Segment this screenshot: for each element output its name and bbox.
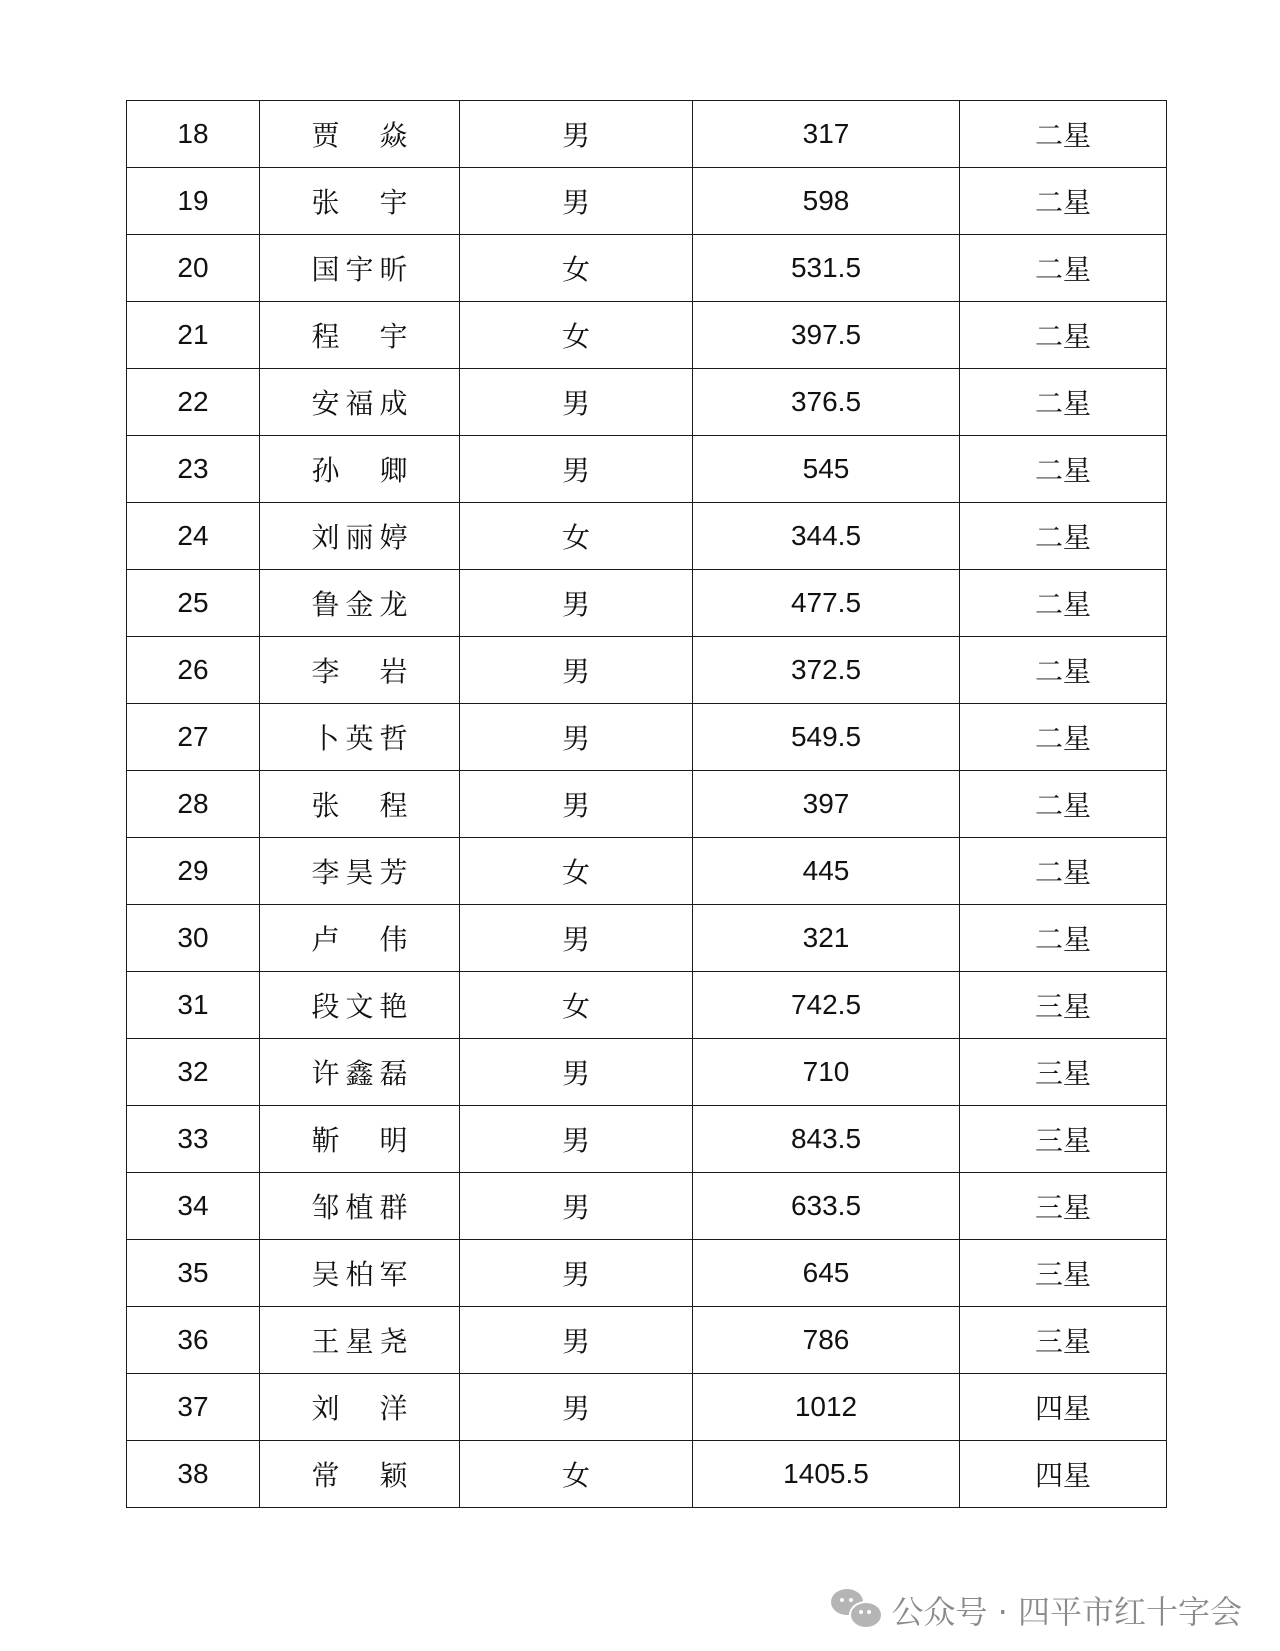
cell-number: 31	[127, 972, 260, 1039]
name-text: 贾焱	[311, 119, 408, 152]
cell-hours: 1405.5	[693, 1441, 960, 1508]
table-row	[127, 637, 1167, 704]
cell-name	[260, 235, 460, 302]
cell-gender: 女	[460, 235, 693, 302]
cell-gender: 女	[460, 503, 693, 570]
table-row	[127, 1173, 1167, 1240]
cell-gender: 男	[460, 637, 693, 704]
cell-number: 35	[127, 1240, 260, 1307]
table-row	[127, 1240, 1167, 1307]
cell-hours: 531.5	[693, 235, 960, 302]
cell-hours: 477.5	[693, 570, 960, 637]
name-text: 王星尧	[311, 1325, 408, 1358]
cell-name	[260, 771, 460, 838]
name-text: 张程	[311, 789, 408, 822]
table-row	[127, 1374, 1167, 1441]
cell-name	[260, 101, 460, 168]
cell-level: 二星	[960, 905, 1167, 972]
table-row	[127, 235, 1167, 302]
cell-name	[260, 972, 460, 1039]
cell-number: 22	[127, 369, 260, 436]
footer-text: 公众号 · 四平市红十字会	[891, 1593, 1242, 1631]
table-row	[127, 570, 1167, 637]
cell-level: 二星	[960, 503, 1167, 570]
cell-gender: 男	[460, 1173, 693, 1240]
cell-level: 三星	[960, 1307, 1167, 1374]
name-text: 张宇	[311, 186, 408, 219]
cell-hours: 317	[693, 101, 960, 168]
cell-number: 25	[127, 570, 260, 637]
cell-name	[260, 302, 460, 369]
cell-number: 20	[127, 235, 260, 302]
cell-name	[260, 1441, 460, 1508]
table-row	[127, 905, 1167, 972]
cell-hours: 598	[693, 168, 960, 235]
table-row	[127, 503, 1167, 570]
cell-hours: 843.5	[693, 1106, 960, 1173]
cell-hours: 633.5	[693, 1173, 960, 1240]
cell-number: 38	[127, 1441, 260, 1508]
cell-hours: 549.5	[693, 704, 960, 771]
cell-level: 二星	[960, 369, 1167, 436]
cell-hours: 344.5	[693, 503, 960, 570]
table-row	[127, 704, 1167, 771]
table-row	[127, 168, 1167, 235]
cell-number: 32	[127, 1039, 260, 1106]
cell-hours: 372.5	[693, 637, 960, 704]
cell-name	[260, 369, 460, 436]
cell-level: 二星	[960, 838, 1167, 905]
cell-number: 33	[127, 1106, 260, 1173]
name-text: 邹植群	[311, 1191, 408, 1224]
cell-name	[260, 168, 460, 235]
cell-hours: 645	[693, 1240, 960, 1307]
table-row	[127, 1039, 1167, 1106]
name-text: 靳明	[311, 1124, 408, 1157]
cell-level: 三星	[960, 1039, 1167, 1106]
name-text: 吴柏军	[311, 1258, 408, 1291]
cell-gender: 男	[460, 771, 693, 838]
name-text: 卜英哲	[311, 722, 408, 755]
cell-level: 四星	[960, 1374, 1167, 1441]
cell-name	[260, 637, 460, 704]
cell-name	[260, 1173, 460, 1240]
cell-gender: 男	[460, 1106, 693, 1173]
name-text: 李昊芳	[311, 856, 408, 889]
cell-gender: 男	[460, 1374, 693, 1441]
table-row	[127, 1106, 1167, 1173]
cell-name	[260, 1374, 460, 1441]
name-text: 鲁金龙	[311, 588, 408, 621]
cell-hours: 545	[693, 436, 960, 503]
cell-name	[260, 436, 460, 503]
cell-number: 36	[127, 1307, 260, 1374]
cell-gender: 男	[460, 101, 693, 168]
cell-name	[260, 838, 460, 905]
cell-hours: 710	[693, 1039, 960, 1106]
cell-hours: 397	[693, 771, 960, 838]
cell-level: 二星	[960, 235, 1167, 302]
name-text: 常颖	[311, 1459, 408, 1492]
cell-number: 29	[127, 838, 260, 905]
table-row	[127, 369, 1167, 436]
cell-number: 28	[127, 771, 260, 838]
name-text: 李岩	[311, 655, 408, 688]
cell-level: 三星	[960, 1240, 1167, 1307]
cell-gender: 女	[460, 302, 693, 369]
cell-gender: 女	[460, 1441, 693, 1508]
cell-level: 二星	[960, 302, 1167, 369]
cell-hours: 376.5	[693, 369, 960, 436]
wechat-icon	[831, 1589, 881, 1631]
cell-gender: 男	[460, 570, 693, 637]
cell-level: 二星	[960, 101, 1167, 168]
table-row	[127, 436, 1167, 503]
cell-hours: 1012	[693, 1374, 960, 1441]
cell-gender: 男	[460, 1240, 693, 1307]
cell-name	[260, 570, 460, 637]
volunteer-table	[126, 100, 1167, 1508]
table-row	[127, 302, 1167, 369]
cell-level: 二星	[960, 570, 1167, 637]
cell-number: 26	[127, 637, 260, 704]
table-row	[127, 1307, 1167, 1374]
cell-hours: 397.5	[693, 302, 960, 369]
cell-level: 四星	[960, 1441, 1167, 1508]
cell-number: 34	[127, 1173, 260, 1240]
cell-name	[260, 1039, 460, 1106]
cell-gender: 男	[460, 704, 693, 771]
table-row	[127, 1441, 1167, 1508]
cell-name	[260, 1240, 460, 1307]
name-text: 程宇	[311, 320, 408, 353]
table-body	[127, 101, 1167, 1508]
cell-level: 二星	[960, 168, 1167, 235]
name-text: 刘丽婷	[311, 521, 408, 554]
cell-level: 三星	[960, 1106, 1167, 1173]
cell-number: 37	[127, 1374, 260, 1441]
cell-number: 27	[127, 704, 260, 771]
cell-gender: 男	[460, 436, 693, 503]
cell-hours: 786	[693, 1307, 960, 1374]
cell-level: 三星	[960, 972, 1167, 1039]
cell-number: 21	[127, 302, 260, 369]
cell-hours: 321	[693, 905, 960, 972]
cell-number: 24	[127, 503, 260, 570]
cell-hours: 742.5	[693, 972, 960, 1039]
cell-name	[260, 905, 460, 972]
table-row	[127, 838, 1167, 905]
cell-gender: 女	[460, 972, 693, 1039]
cell-level: 二星	[960, 771, 1167, 838]
wechat-footer	[831, 1587, 1242, 1633]
name-text: 国宇昕	[311, 253, 408, 286]
name-text: 孙卿	[311, 454, 408, 487]
cell-level: 二星	[960, 704, 1167, 771]
cell-number: 23	[127, 436, 260, 503]
cell-name	[260, 1307, 460, 1374]
cell-gender: 男	[460, 905, 693, 972]
cell-gender: 男	[460, 1307, 693, 1374]
cell-gender: 女	[460, 838, 693, 905]
name-text: 许鑫磊	[311, 1057, 408, 1090]
table-row	[127, 972, 1167, 1039]
cell-level: 二星	[960, 436, 1167, 503]
cell-number: 18	[127, 101, 260, 168]
cell-hours: 445	[693, 838, 960, 905]
name-text: 卢伟	[311, 923, 408, 956]
cell-gender: 男	[460, 1039, 693, 1106]
cell-level: 二星	[960, 637, 1167, 704]
table-row	[127, 771, 1167, 838]
cell-gender: 男	[460, 168, 693, 235]
name-text: 安福成	[311, 387, 408, 420]
cell-name	[260, 1106, 460, 1173]
cell-name	[260, 503, 460, 570]
cell-level: 三星	[960, 1173, 1167, 1240]
cell-gender: 男	[460, 369, 693, 436]
table-row	[127, 101, 1167, 168]
cell-number: 19	[127, 168, 260, 235]
cell-name	[260, 704, 460, 771]
cell-number: 30	[127, 905, 260, 972]
name-text: 刘洋	[311, 1392, 408, 1425]
name-text: 段文艳	[311, 990, 408, 1023]
